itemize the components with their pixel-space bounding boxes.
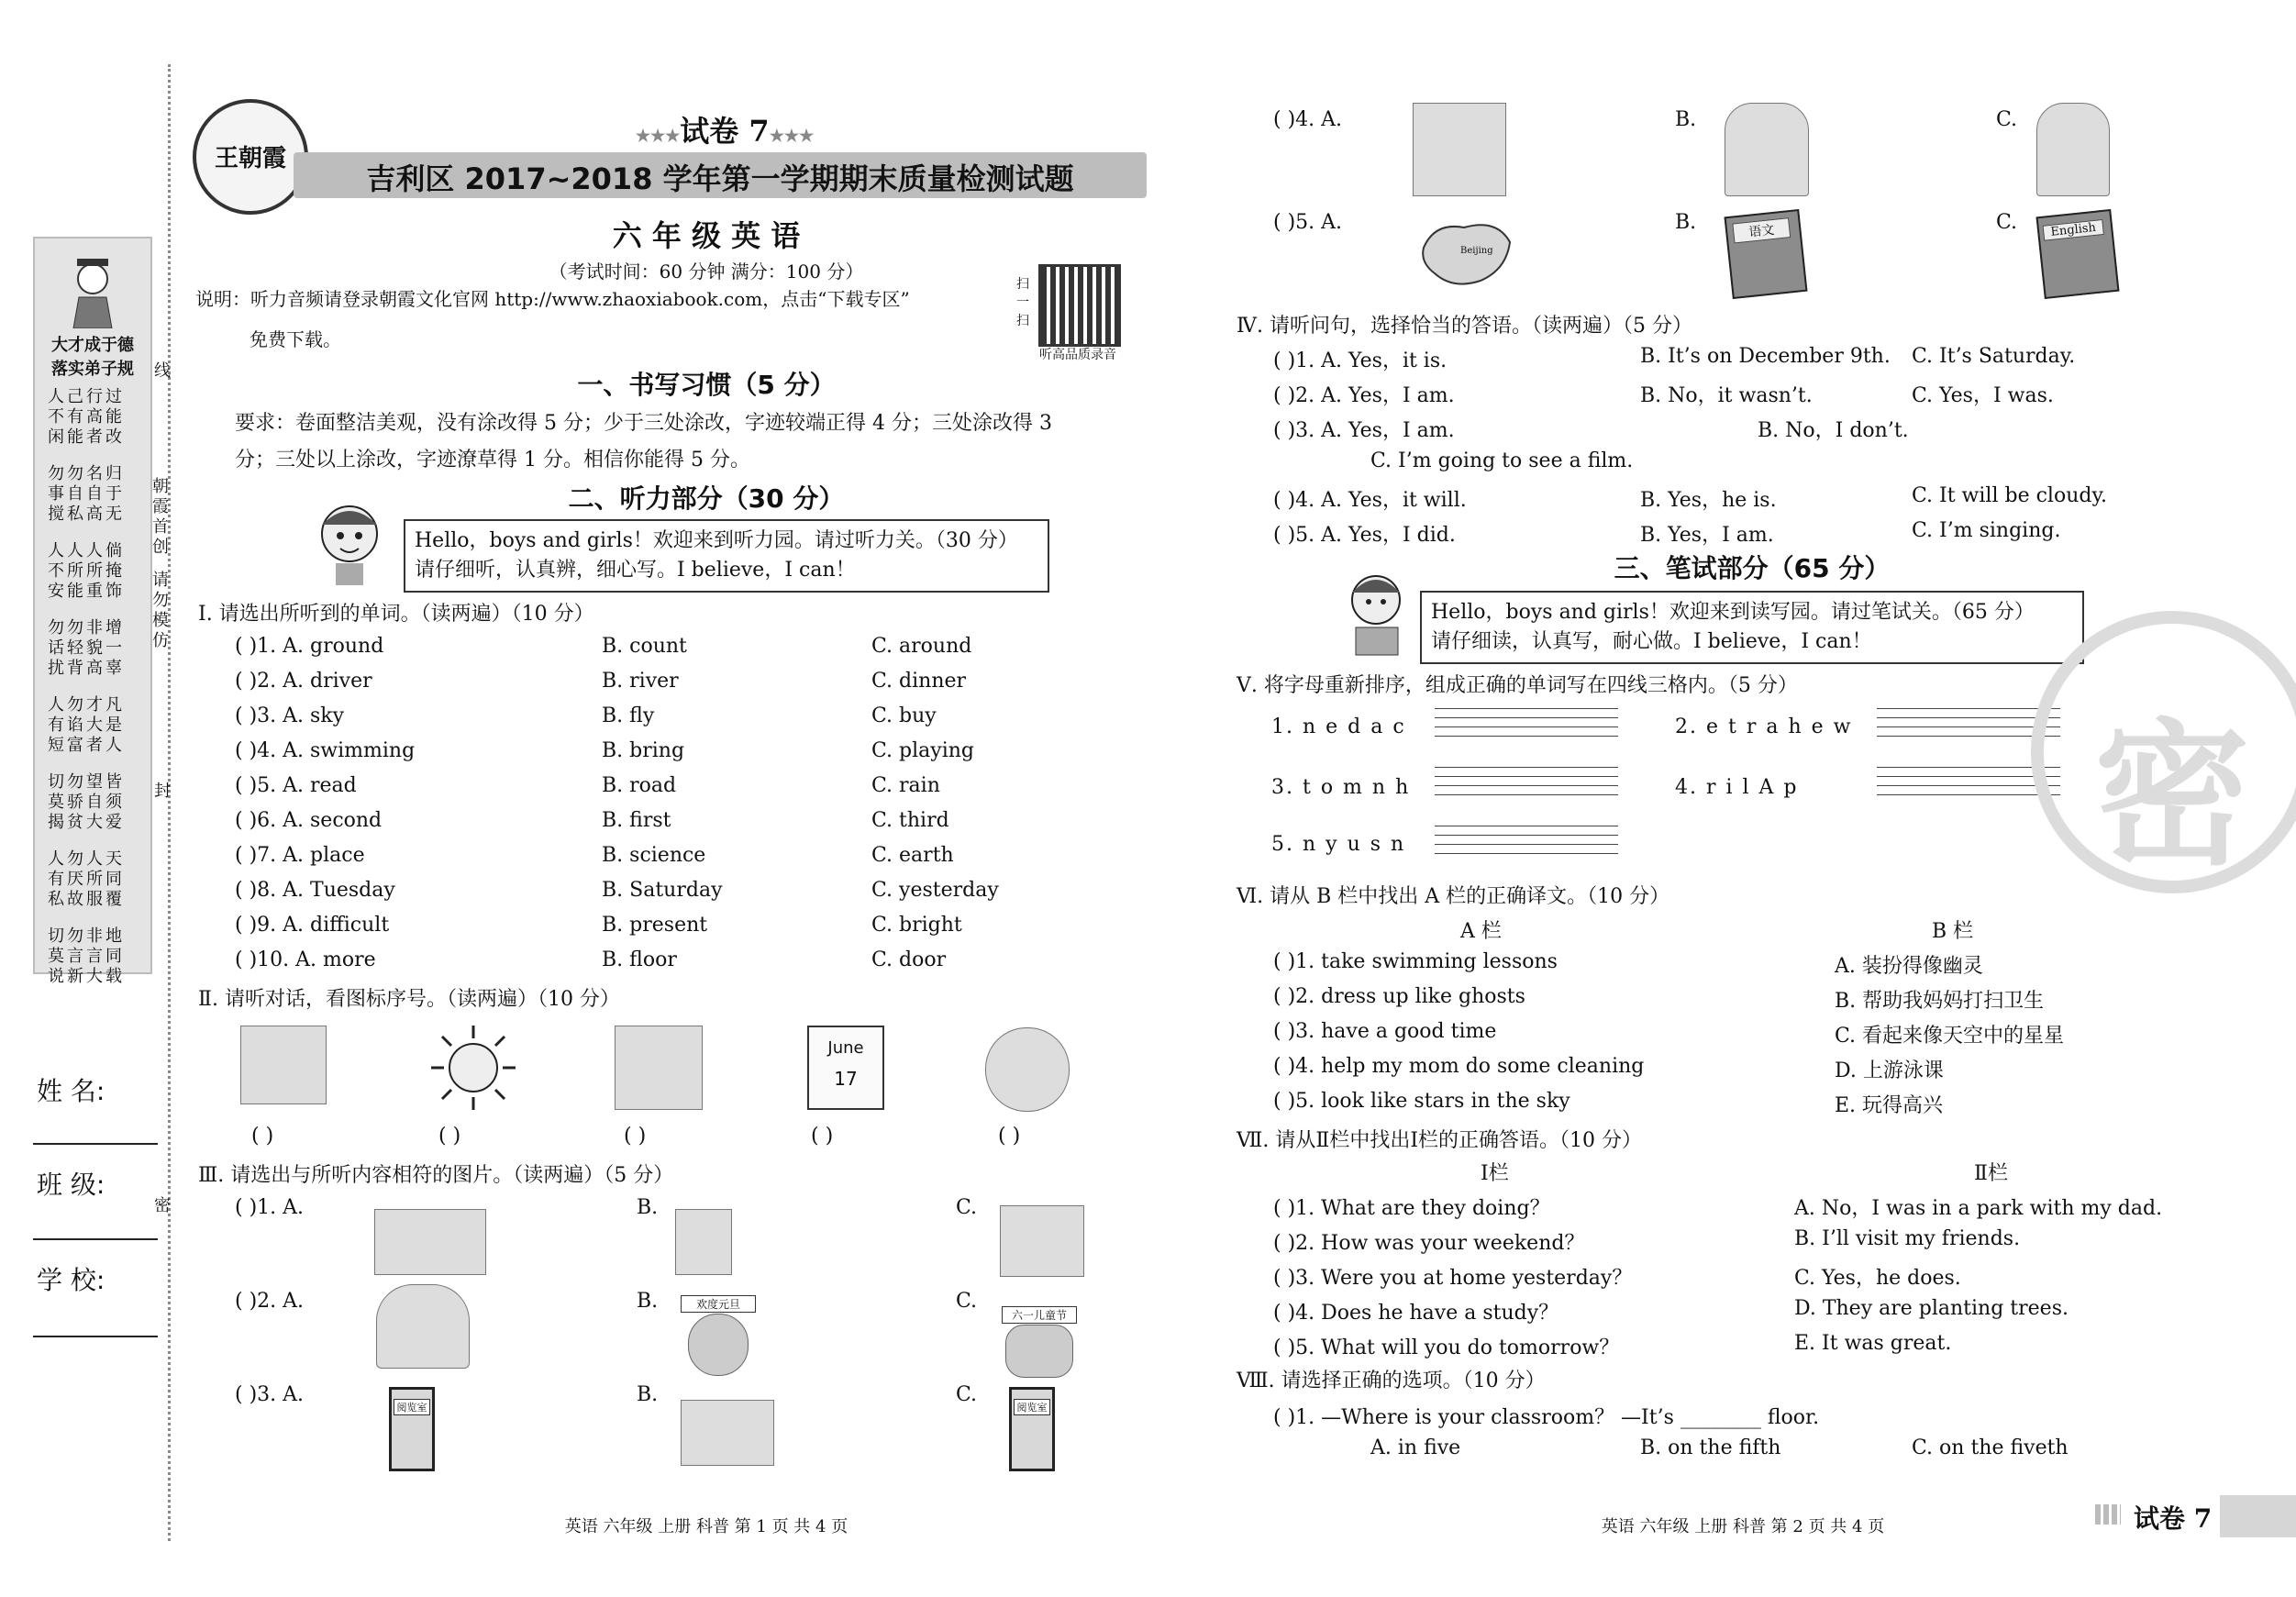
poem-line: 不有高能 (48, 407, 125, 427)
q3-picture-china-map (1416, 215, 1517, 294)
poem-line: 人人人倘 (48, 541, 125, 560)
writing-girl-illustration (1339, 569, 1414, 660)
q5-writing-lines-5[interactable] (1435, 826, 1618, 870)
series-label: ★★★试卷 7★★★ (635, 114, 815, 149)
q6-item-b: E. 玩得高兴 (1835, 1094, 1944, 1117)
q3-picture-childrens-day (1002, 1306, 1075, 1378)
q1-option-c[interactable]: C. dinner (871, 670, 967, 693)
q6-item-b: C. 看起来像天空中的星星 (1835, 1025, 2065, 1048)
listening-intro-line2: 请仔细听，认真辨，细心写。I believe，I can！ (415, 559, 856, 582)
section-1-req-line1: 要求：卷面整洁美观，没有涂改得 5 分；少于三处涂改，字迹较端正得 4 分；三处涂改得 3 (235, 412, 1052, 435)
corner-decoration (2095, 1504, 2121, 1525)
poem-line: 勿勿名归 (48, 464, 125, 483)
q5-scramble: 1. n e d a c (1271, 715, 1406, 738)
q1-option-b[interactable]: B. present (602, 914, 708, 937)
q1-option-a[interactable]: ( )3. A. sky (235, 704, 345, 727)
q3-picture-city (681, 1400, 774, 1466)
q3-row1-b[interactable]: B. (637, 1196, 659, 1219)
q1-option-a[interactable]: ( )9. A. difficult (235, 914, 390, 937)
q8-option-c[interactable]: C. on the fiveth (1912, 1436, 2069, 1459)
poem-line: 人勿才凡 (48, 695, 125, 715)
q8-title: Ⅷ. 请选择正确的选项。（10 分） (1237, 1370, 1546, 1392)
q7-item-a[interactable]: ( )1. What are they doing？ (1273, 1197, 1550, 1220)
q4-option-c-wrapped[interactable]: C. I’m going to see a film. (1370, 449, 1634, 472)
q3-row3-a[interactable]: ( )3. A. (235, 1383, 305, 1406)
side-mark-mi: 密 (154, 1196, 171, 1215)
poem-line: 搅私高无 (48, 505, 125, 524)
logo-text: 王朝霞 (214, 145, 286, 172)
q7-item-b: C. Yes，he does. (1794, 1267, 1961, 1290)
q3-picture-new-year (681, 1295, 754, 1378)
q7-item-b: D. They are planting trees. (1794, 1297, 2069, 1320)
sidebar-motto-box (33, 237, 152, 986)
poem-line: 切勿望皆 (48, 772, 125, 792)
q5-scramble: 5. n y u s n (1271, 833, 1406, 856)
writing-intro-line2: 请仔细读，认真写，耐心做。I believe，I can！ (1431, 630, 1872, 653)
logo-badge (193, 99, 308, 215)
q8-question-1[interactable]: ( )1. —Where is your classroom？ —It’s ________ floor. (1273, 1406, 1820, 1429)
corner-tab (2220, 1495, 2296, 1537)
q4-option-b[interactable]: B. No，it wasn’t. (1640, 384, 1813, 407)
subject-title: 六 年 级 英 语 (612, 218, 801, 253)
q5-writing-lines-1[interactable] (1435, 708, 1618, 752)
q3-picture-dinner-table (1000, 1205, 1084, 1277)
q2-answer-blank[interactable]: ( ) (438, 1125, 461, 1148)
page2-footer: 英语 六年级 上册 科普 第 2 页 共 4 页 (1601, 1517, 1885, 1536)
q3-row3-c[interactable]: C. (956, 1383, 978, 1406)
poem-line: 闲能者改 (48, 427, 125, 447)
motto-line-2: 落实弟子规 (51, 360, 134, 379)
q3-row5-c[interactable]: C. (1996, 211, 2018, 234)
school-label: 学 校: (37, 1265, 105, 1295)
poem-line: 短富者人 (48, 736, 125, 755)
writing-intro-box (1420, 591, 2084, 664)
q3-row2-a[interactable]: ( )2. A. (235, 1290, 305, 1313)
q1-option-a[interactable]: ( )1. A. ground (235, 635, 384, 658)
q5-scramble: 2. e t r a h e w (1675, 715, 1853, 738)
poem-line: 安能重饰 (48, 582, 125, 601)
section-1-req-line2: 分；三处以上涂改，字迹潦草得 1 分。相信你能得 5 分。 (235, 449, 750, 471)
q6-item-a[interactable]: ( )3. have a good time (1273, 1020, 1497, 1043)
q2-title: Ⅱ. 请听对话，看图标序号。（读两遍）（10 分） (198, 988, 620, 1011)
q1-option-c[interactable]: C. earth (871, 844, 954, 867)
q1-option-b[interactable]: B. road (602, 774, 677, 797)
exam-title: 吉利区 2017~2018 学年第一学期期末质量检测试题 (366, 161, 1074, 196)
name-label: 姓 名: (37, 1076, 105, 1106)
listening-girl-illustration (308, 497, 391, 585)
q7-column-a-header: Ⅰ栏 (1481, 1162, 1509, 1185)
name-field[interactable] (33, 1143, 158, 1145)
door-sign: 阅览室 (394, 1399, 430, 1415)
q2-picture-desk (240, 1026, 327, 1104)
q3-picture-door-c (1009, 1387, 1055, 1471)
q4-option-b[interactable]: B. Yes，I am. (1640, 524, 1774, 547)
q1-option-a[interactable]: ( )5. A. read (235, 774, 357, 797)
poem-line: 勿勿非增 (48, 618, 125, 638)
poem-line: 事自自于 (48, 484, 125, 504)
q2-answer-blank[interactable]: ( ) (998, 1125, 1021, 1148)
q7-item-a[interactable]: ( )3. Were you at home yesterday？ (1273, 1267, 1633, 1290)
q7-title: Ⅶ. 请从Ⅱ栏中找出Ⅰ栏的正确答语。（10 分） (1237, 1129, 1643, 1152)
q2-answer-blank[interactable]: ( ) (624, 1125, 647, 1148)
q6-item-b: D. 上游泳课 (1835, 1059, 1944, 1082)
q3-picture-reading-boy (2036, 103, 2110, 196)
poem-line: 莫言言同 (48, 947, 125, 966)
q3-picture-english-book (2036, 209, 2120, 299)
side-mark-feng: 封 (154, 782, 171, 801)
audio-note-line2: 免费下载。 (250, 328, 341, 350)
poem-line: 莫骄自须 (48, 793, 125, 812)
q4-option-c[interactable]: C. It will be cloudy. (1912, 484, 2107, 507)
q6-item-a[interactable]: ( )4. help my mom do some cleaning (1273, 1055, 1645, 1078)
q3-picture-sweeping (1725, 103, 1809, 196)
q3-picture-school (374, 1209, 486, 1275)
q1-option-c[interactable]: C. bright (871, 914, 962, 937)
q6-column-a-header: A 栏 (1460, 920, 1502, 943)
poem-line: 说新大载 (48, 967, 125, 986)
q2-answer-blank[interactable]: ( ) (251, 1125, 274, 1148)
class-label: 班 级: (37, 1170, 105, 1200)
q3-row4-a[interactable]: ( )4. A. (1273, 108, 1343, 131)
q7-item-a[interactable]: ( )4. Does he have a study？ (1273, 1302, 1559, 1325)
q4-option-b[interactable]: B. No，I don’t. (1758, 419, 1909, 442)
q7-item-b: A. No，I was in a park with my dad. (1794, 1197, 2163, 1220)
q1-option-c[interactable]: C. yesterday (871, 879, 999, 902)
confucius-figure (66, 255, 119, 328)
q8-option-a[interactable]: A. in five (1370, 1436, 1461, 1459)
q4-option-c[interactable]: C. I’m singing. (1912, 519, 2061, 542)
q1-option-a[interactable]: ( )4. A. swimming (235, 739, 416, 762)
q1-option-b[interactable]: B. count (602, 635, 687, 658)
q3-row4-b[interactable]: B. (1675, 108, 1697, 131)
q1-option-b[interactable]: B. floor (602, 948, 677, 971)
q1-option-c[interactable]: C. door (871, 948, 947, 971)
q7-column-b-header: Ⅱ栏 (1974, 1162, 2008, 1185)
q5-title: Ⅴ. 将字母重新排序，组成正确的单词写在四线三格内。（5 分） (1237, 674, 1798, 697)
q4-option-b[interactable]: B. Yes，he is. (1640, 489, 1777, 512)
side-mark-xian: 线 (154, 361, 171, 381)
q1-option-b[interactable]: B. first (602, 809, 671, 832)
side-mark-original: 朝霞首创 (152, 477, 169, 557)
calendar-day: 17 (834, 1068, 858, 1090)
map-label: Beijing (1460, 246, 1493, 256)
audio-note-line1: 说明：听力音频请登录朝霞文化官网 http://www.zhaoxiabook.com，点击“下载专区” (195, 288, 910, 310)
q6-item-a[interactable]: ( )2. dress up like ghosts (1273, 985, 1525, 1008)
q3-picture-christmas (376, 1284, 470, 1369)
poem-line: 人勿人天 (48, 849, 125, 869)
q3-title: Ⅲ. 请选出与所听内容相符的图片。（读两遍）（5 分） (198, 1164, 674, 1187)
q1-option-a[interactable]: ( )8. A. Tuesday (235, 879, 395, 902)
q1-option-a[interactable]: ( )2. A. driver (235, 670, 372, 693)
q4-option-a[interactable]: ( )5. A. Yes，I did. (1273, 524, 1456, 547)
poem-line: 不所所掩 (48, 561, 125, 581)
page1-footer: 英语 六年级 上册 科普 第 1 页 共 4 页 (564, 1517, 849, 1536)
q4-option-a[interactable]: ( )4. A. Yes，it will. (1273, 489, 1467, 512)
q2-picture-sun (429, 1024, 517, 1112)
section-2-title: 二、听力部分（30 分） (568, 483, 845, 514)
poem-line: 揭贫大爱 (48, 813, 125, 832)
door-sign: 阅览室 (1014, 1399, 1050, 1415)
q4-option-a[interactable]: ( )3. A. Yes，I am. (1273, 419, 1455, 442)
q4-option-c[interactable]: C. Yes，I was. (1912, 384, 2054, 407)
listening-intro-line1: Hello，boys and girls！欢迎来到听力园。请过听力关。（30 分） (415, 529, 1018, 552)
q7-item-b: B. I’ll visit my friends. (1794, 1227, 2021, 1250)
corner-paper-label: 试卷 7 (2134, 1503, 2213, 1534)
q1-option-a[interactable]: ( )6. A. second (235, 809, 383, 832)
q2-picture-shop (615, 1026, 703, 1110)
q1-option-b[interactable]: B. river (602, 670, 679, 693)
school-field[interactable] (33, 1336, 158, 1337)
class-field[interactable] (33, 1238, 158, 1240)
q6-item-b: A. 装扮得像幽灵 (1835, 955, 1983, 978)
q7-item-a[interactable]: ( )2. How was your weekend？ (1273, 1232, 1585, 1255)
q8-option-b[interactable]: B. on the fifth (1640, 1436, 1781, 1459)
q4-option-a[interactable]: ( )1. A. Yes，it is. (1273, 349, 1447, 372)
qr-label: 听高品质录音 (1039, 348, 1116, 362)
watermark-char: 密 (2093, 704, 2250, 887)
q1-option-b[interactable]: B. bring (602, 739, 685, 762)
new-year-sign: 欢度元旦 (681, 1295, 756, 1313)
q6-item-a[interactable]: ( )1. take swimming lessons (1273, 950, 1558, 973)
section-1-title: 一、书写习惯（5 分） (577, 370, 836, 400)
poem-line: 有谄大是 (48, 715, 125, 735)
section-3-title: 三、笔试部分（65 分） (1614, 553, 1891, 583)
q2-picture-calendar (807, 1026, 884, 1110)
q2-answer-blank[interactable]: ( ) (811, 1125, 834, 1148)
book-title: 语文 (1732, 217, 1791, 243)
q4-option-b[interactable]: B. It’s on December 9th. (1640, 345, 1891, 368)
binding-dashed-line (168, 64, 171, 1541)
q6-item-a[interactable]: ( )5. look like stars in the sky (1273, 1090, 1570, 1113)
q3-row5-b[interactable]: B. (1675, 211, 1697, 234)
q5-scramble: 3. t o m n h (1271, 776, 1411, 799)
side-mark-no-copy: 请勿模仿 (152, 571, 169, 650)
childrens-day-sign: 六一儿童节 (1002, 1306, 1077, 1324)
q3-row1-a[interactable]: ( )1. A. (235, 1196, 305, 1219)
qr-side-label: 扫一扫 (1016, 277, 1029, 328)
q1-option-b[interactable]: B. Saturday (602, 879, 723, 902)
q3-row2-c[interactable]: C. (956, 1290, 978, 1313)
q3-row4-c[interactable]: C. (1996, 108, 2018, 131)
poem-line: 切勿非地 (48, 926, 125, 946)
writing-intro-line1: Hello，boys and girls！欢迎来到读写园。请过笔试关。（65 分） (1431, 601, 2035, 624)
q3-row5-a[interactable]: ( )5. A. (1273, 211, 1343, 234)
q1-option-b[interactable]: B. fly (602, 704, 655, 727)
q5-scramble: 4. r i l A p (1675, 776, 1799, 799)
q3-picture-mountain (675, 1209, 732, 1275)
q1-option-c[interactable]: C. rain (871, 774, 940, 797)
poem-line: 有厌所同 (48, 870, 125, 889)
q6-item-b: B. 帮助我妈妈打扫卫生 (1835, 990, 2045, 1013)
q4-title: Ⅳ. 请听问句，选择恰当的答语。（读两遍）（5 分） (1237, 315, 1692, 338)
motto-line-1: 大才成于德 (51, 336, 134, 355)
q1-option-c[interactable]: C. buy (871, 704, 937, 727)
book-title: English (2043, 219, 2104, 241)
q6-title: Ⅵ. 请从 B 栏中找出 A 栏的正确译文。（10 分） (1237, 885, 1670, 908)
q7-item-a[interactable]: ( )5. What will you do tomorrow？ (1273, 1336, 1620, 1359)
q1-option-a[interactable]: ( )10. A. more (235, 948, 376, 971)
calendar-month: June (827, 1038, 864, 1058)
q4-option-a[interactable]: ( )2. A. Yes，I am. (1273, 384, 1455, 407)
q1-title: Ⅰ. 请选出所听到的单词。（读两遍）（10 分） (198, 603, 594, 626)
q1-option-c[interactable]: C. third (871, 809, 949, 832)
q1-option-c[interactable]: C. around (871, 635, 972, 658)
q3-picture-chinese-book (1725, 209, 1808, 299)
poem-line: 扰背高辜 (48, 659, 125, 678)
qr-code[interactable] (1038, 264, 1121, 347)
poem-line: 人己行过 (48, 387, 125, 406)
q3-row1-c[interactable]: C. (956, 1196, 978, 1219)
listening-intro-box (404, 519, 1049, 593)
poem-line: 私故服覆 (48, 890, 125, 909)
q7-item-b: E. It was great. (1794, 1332, 1952, 1355)
q4-option-c[interactable]: C. It’s Saturday. (1912, 345, 2076, 368)
q3-picture-basketball (1413, 103, 1506, 196)
poem-grid (48, 387, 143, 987)
series-text: 试卷 7 (680, 114, 770, 149)
q1-option-b[interactable]: B. science (602, 844, 706, 867)
q3-row2-b[interactable]: B. (637, 1290, 659, 1313)
q1-option-c[interactable]: C. playing (871, 739, 974, 762)
q2-picture-photographer (985, 1027, 1070, 1112)
q6-column-b-header: B 栏 (1932, 920, 1974, 943)
poem-line: 话轻貌一 (48, 638, 125, 658)
q3-picture-reading-room-door (389, 1387, 435, 1471)
q5-writing-lines-3[interactable] (1435, 767, 1618, 811)
exam-info: （考试时间：60 分钟 满分：100 分） (549, 261, 864, 283)
secret-watermark (2031, 611, 2296, 893)
q3-row3-b[interactable]: B. (637, 1383, 659, 1406)
q1-option-a[interactable]: ( )7. A. place (235, 844, 365, 867)
